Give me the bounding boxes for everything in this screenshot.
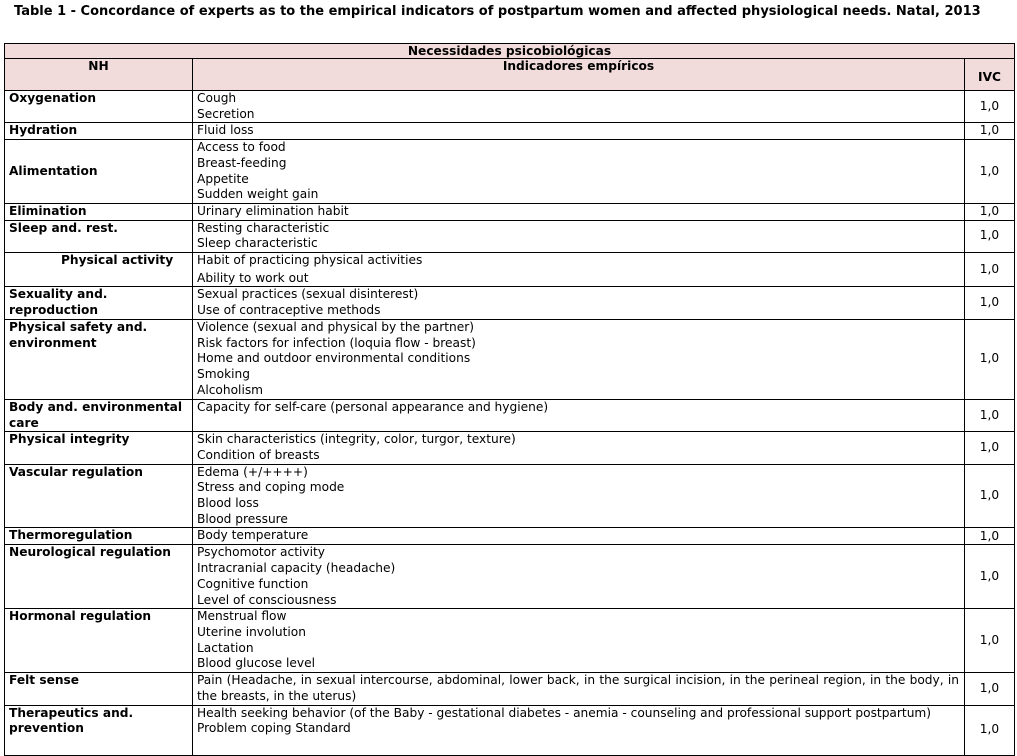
indicator: Condition of breasts — [197, 447, 320, 462]
ivc-cell: 1,0 — [965, 673, 1015, 705]
indicator: Problem coping Standard — [197, 721, 351, 736]
ivc-cell: 1,0 — [965, 528, 1015, 545]
indicator: Blood pressure — [197, 511, 288, 526]
table-row — [5, 319, 1015, 399]
ivc-cell: 1,0 — [965, 253, 1015, 287]
nh-cell: Elimination — [5, 203, 193, 220]
table-row — [5, 609, 1015, 673]
indicator: Psychomotor activity — [197, 545, 325, 560]
indicators-cell — [193, 287, 965, 319]
indicator: Sleep characteristic — [197, 236, 318, 251]
header-nh: NH — [5, 59, 193, 91]
table-row — [5, 399, 1015, 431]
table-row — [5, 140, 1015, 204]
table-row — [5, 91, 1015, 123]
indicator: Smoking — [197, 366, 250, 381]
indicators-cell — [193, 673, 965, 705]
group-header: Necessidades psicobiológicas — [5, 44, 1015, 59]
table-row — [5, 464, 1015, 528]
nh-cell: Physical activity — [5, 253, 193, 287]
indicators-cell — [193, 253, 965, 287]
ivc-cell: 1,0 — [965, 140, 1015, 204]
table-caption: Table 1 - Concordance of experts as to the empirical indicators of postpartum women and affected physiological needs. Natal, 2013 — [14, 4, 981, 19]
indicator: Menstrual flow — [197, 609, 287, 624]
group-header-row — [5, 44, 1015, 59]
indicator: Appetite — [197, 171, 249, 186]
table-row — [5, 673, 1015, 705]
indicator: Risk factors for infection (loquia flow - breast) — [197, 335, 476, 350]
indicators-cell — [193, 609, 965, 673]
indicator: Habit of practicing physical activities — [197, 253, 423, 268]
indicator: Body temperature — [197, 528, 309, 543]
indicators-cell — [193, 203, 965, 220]
indicators-cell — [193, 705, 965, 755]
indicator: Secretion — [197, 106, 255, 121]
table-row — [5, 203, 1015, 220]
nh-cell: Body and. environmental care — [5, 399, 193, 431]
indicator: Breast-feeding — [197, 155, 287, 170]
table-row — [5, 528, 1015, 545]
indicator: Uterine involution — [197, 624, 306, 639]
ivc-cell: 1,0 — [965, 609, 1015, 673]
table-row — [5, 123, 1015, 140]
indicator: Blood loss — [197, 496, 259, 511]
ivc-cell: 1,0 — [965, 399, 1015, 431]
ivc-cell: 1,0 — [965, 545, 1015, 609]
table-row — [5, 287, 1015, 319]
table-row — [5, 545, 1015, 609]
indicator: Skin characteristics (integrity, color, turgor, texture) — [197, 432, 516, 447]
ivc-cell: 1,0 — [965, 432, 1015, 464]
indicator: Cognitive function — [197, 576, 309, 591]
table-row — [5, 253, 1015, 287]
ivc-cell: 1,0 — [965, 705, 1015, 755]
indicator: Lactation — [197, 640, 254, 655]
indicator: Violence (sexual and physical by the partner) — [197, 319, 474, 334]
header-indicators: Indicadores empíricos — [193, 59, 965, 91]
indicators-cell — [193, 399, 965, 431]
ivc-cell: 1,0 — [965, 287, 1015, 319]
indicator: Urinary elimination habit — [197, 203, 349, 218]
nh-cell: Hydration — [5, 123, 193, 140]
indicator: Cough — [197, 91, 237, 105]
ivc-cell: 1,0 — [965, 123, 1015, 140]
nh-cell: Vascular regulation — [5, 464, 193, 528]
header-ivc: IVC — [965, 59, 1015, 91]
indicators-cell — [193, 528, 965, 545]
indicator: Edema (+/++++) — [197, 464, 308, 479]
indicator: Pain (Headache, in sexual intercourse, abdominal, lower back, in the surgical incision, in the perineal region, in the body, in the breasts, in the uterus) — [197, 673, 959, 703]
indicator: Level of consciousness — [197, 592, 337, 607]
nh-cell: Physical safety and. environment — [5, 319, 193, 399]
ivc-cell: 1,0 — [965, 220, 1015, 252]
nh-cell: Sexuality and. reproduction — [5, 287, 193, 319]
nh-cell: Therapeutics and. prevention — [5, 705, 193, 755]
column-header-row — [5, 59, 1015, 91]
indicator: Access to food — [197, 140, 286, 155]
indicator: Health seeking behavior (of the Baby - gestational diabetes - anemia - counseling and professional support postpartum) — [197, 705, 932, 720]
ivc-cell: 1,0 — [965, 319, 1015, 399]
indicator: Sudden weight gain — [197, 187, 319, 202]
ivc-cell: 1,0 — [965, 464, 1015, 528]
indicators-cell — [193, 140, 965, 204]
nh-cell: Neurological regulation — [5, 545, 193, 609]
nh-cell: Thermoregulation — [5, 528, 193, 545]
indicator: Use of contraceptive methods — [197, 303, 381, 318]
nh-cell: Sleep and. rest. — [5, 220, 193, 252]
nh-cell: Felt sense — [5, 673, 193, 705]
indicators-cell — [193, 545, 965, 609]
nh-cell: Alimentation — [5, 140, 193, 204]
indicator: Capacity for self-care (personal appearance and hygiene) — [197, 399, 549, 414]
table-row — [5, 705, 1015, 755]
ivc-cell: 1,0 — [965, 91, 1015, 123]
ivc-cell: 1,0 — [965, 203, 1015, 220]
indicator: Fluid loss — [197, 123, 254, 138]
indicator: Home and outdoor environmental conditions — [197, 351, 471, 366]
indicator: Stress and coping mode — [197, 480, 345, 495]
table-row — [5, 220, 1015, 252]
indicators-cell — [193, 220, 965, 252]
nh-cell: Oxygenation — [5, 91, 193, 123]
indicators-cell — [193, 319, 965, 399]
indicator: Intracranial capacity (headache) — [197, 561, 396, 576]
indicator: Blood glucose level — [197, 656, 315, 671]
indicator: Sexual practices (sexual disinterest) — [197, 287, 419, 302]
nh-cell: Physical integrity — [5, 432, 193, 464]
indicators-cell — [193, 464, 965, 528]
nh-cell: Hormonal regulation — [5, 609, 193, 673]
indicator: Ability to work out — [197, 270, 309, 285]
indicators-cell — [193, 432, 965, 464]
table-row — [5, 432, 1015, 464]
indicators-cell — [193, 91, 965, 123]
indicators-cell — [193, 123, 965, 140]
indicator: Alcoholism — [197, 382, 264, 397]
indicator: Resting characteristic — [197, 220, 330, 235]
indicators-table — [4, 43, 1015, 756]
